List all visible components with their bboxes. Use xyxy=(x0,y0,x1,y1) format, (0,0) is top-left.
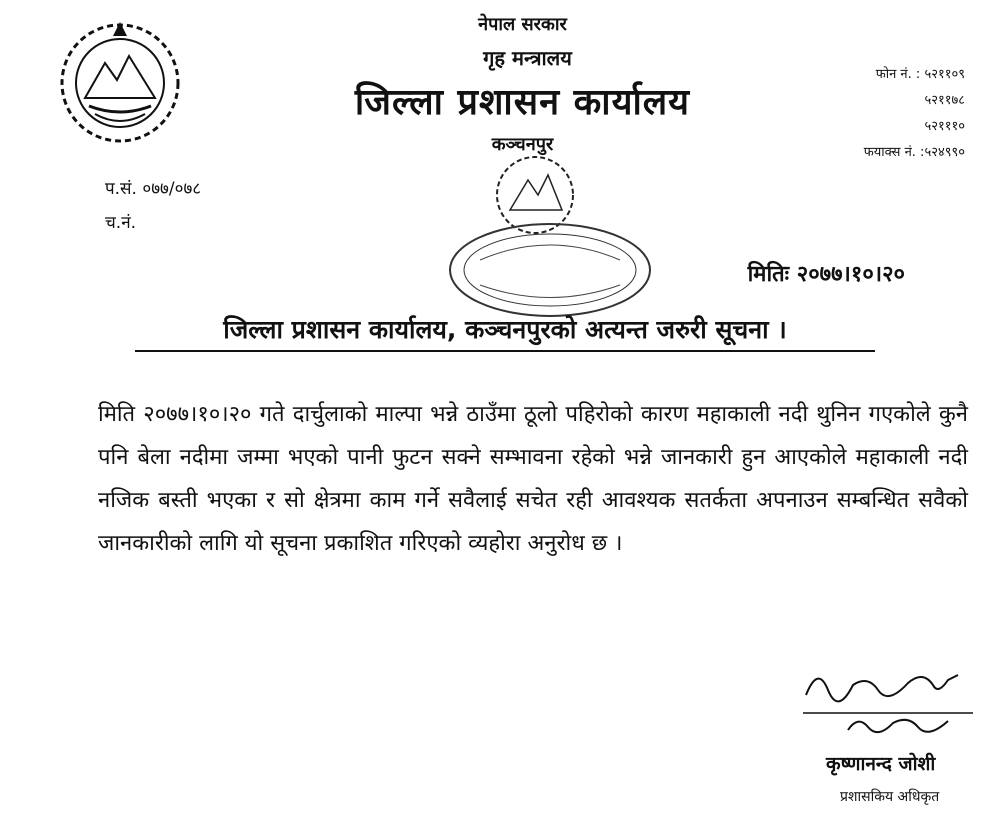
reference-block xyxy=(105,172,201,240)
office-stamp-icon xyxy=(440,150,660,320)
government-heading: नेपाल सरकार xyxy=(478,14,567,35)
fax-label: फयाक्स नं. : xyxy=(863,145,925,160)
phone-number: ५२११७८ xyxy=(924,93,965,108)
fax-number: ५२४९९० xyxy=(924,145,965,160)
phone-label: फोन नं. : xyxy=(875,67,921,82)
phone-row-2 xyxy=(864,88,965,114)
notice-title: जिल्ला प्रशासन कार्यालय, कञ्चनपुरको अत्यन्त जरुरी सूचना । xyxy=(135,312,875,352)
dispatch-number: च.नं. xyxy=(105,213,137,233)
office-heading: जिल्ला प्रशासन कार्यालय xyxy=(354,82,691,123)
signature-icon xyxy=(798,655,978,735)
contact-block xyxy=(864,62,965,166)
phone-row-1 xyxy=(864,62,965,88)
phone-number: ५२११०९ xyxy=(924,67,965,82)
phone-number: ५२१११० xyxy=(924,119,965,134)
signatory-name: कृष्णानन्द जोशी xyxy=(826,753,936,775)
fax-row xyxy=(864,140,965,166)
notice-date: मितिः २०७७।१०।२० xyxy=(747,262,905,287)
district-heading: कञ्चनपुर xyxy=(491,134,554,155)
reference-number: प.सं. ०७७/०७८ xyxy=(105,179,202,199)
phone-row-3 xyxy=(864,114,965,140)
ministry-heading: गृह मन्त्रालय xyxy=(483,46,572,70)
notice-body: मिति २०७७।१०।२० गते दार्चुलाको माल्पा भन्ने ठाउँमा ठूलो पहिरोको कारण महाकाली नदी थुनिन गएकोले कुनै पनि बेला नदीमा जम्मा भएको पानी फुटन सक्ने सम्भावना रहेको भन्ने जानकारी हुन आएकोले महाकाली नदी नजिक बस्ती भएका र सो क्षेत्रमा काम गर्ने सवैलाई सचेत रही आवश्यक सतर्कता अपनाउन सम्बन्धित सवैको जानकारीको लागि यो सूचना प्रकाशित गरिएको व्यहोरा अनुरोध छ । xyxy=(98,402,968,556)
signatory-title: प्रशासकिय अधिकृत xyxy=(840,789,940,805)
